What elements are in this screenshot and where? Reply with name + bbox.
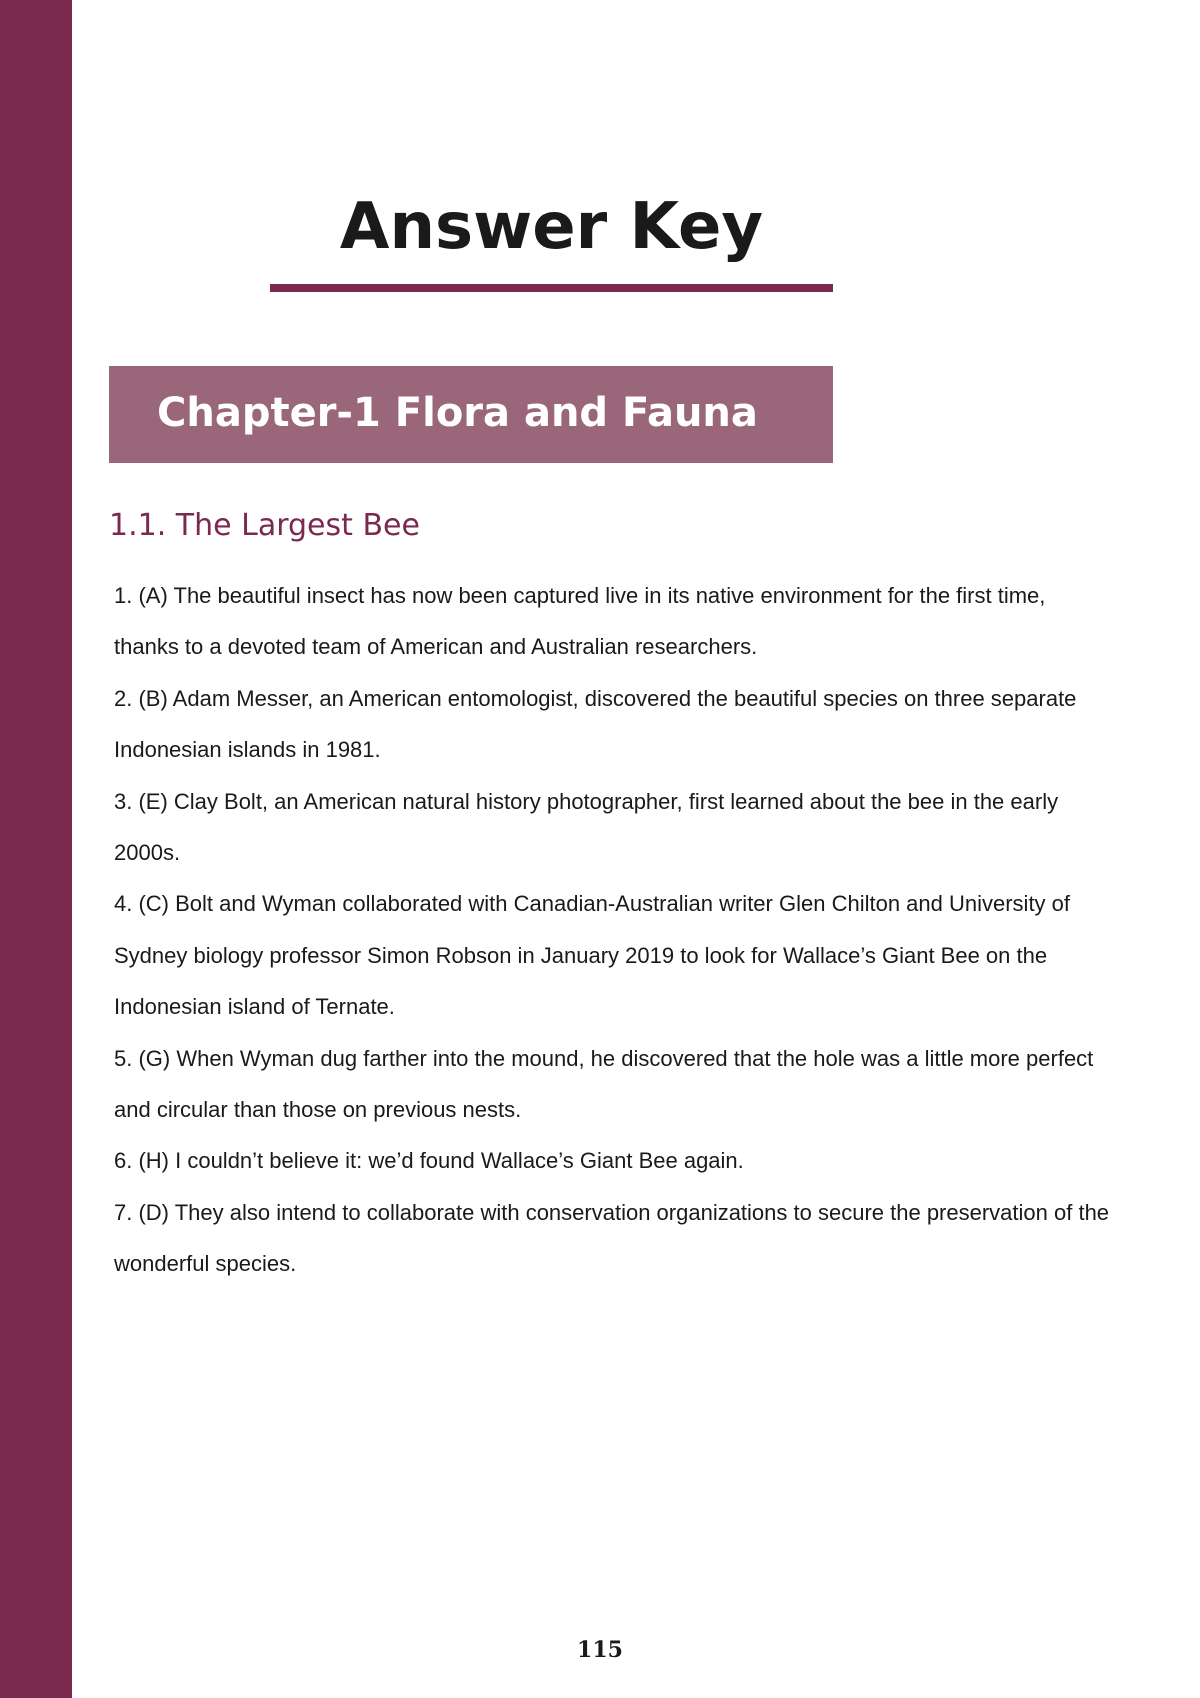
title-underline	[270, 284, 833, 292]
chapter-title: Chapter-1 Flora and Fauna	[157, 390, 758, 436]
answer-item: 5. (G) When Wyman dug farther into the mound, he discovered that the hole was a little more perfect and circular than those on previous nests.	[114, 1045, 1094, 1123]
answer-item: 6. (H) I couldn’t believe it: we’d found Wallace’s Giant Bee again.	[114, 1148, 744, 1174]
answer-item: 3. (E) Clay Bolt, an American natural history photographer, first learned about the bee in the early 2000s.	[114, 788, 1059, 866]
side-bar	[0, 0, 72, 1698]
answer-item: 4. (C) Bolt and Wyman collaborated with Canadian-Australian writer Glen Chilton and University of Sydney biology professor Simon Robson in January 2019 to look for Wallace’s Giant Bee on the Indonesian island of Ternate.	[114, 891, 1071, 1020]
page-number: 115	[577, 1637, 623, 1663]
page-title: Answer Key	[339, 190, 764, 264]
answer-list	[114, 570, 1114, 1290]
answer-item: 1. (A) The beautiful insect has now been captured live in its native environment for the first time, thanks to a devoted team of American and Australian researchers.	[114, 583, 1046, 660]
answer-item: 2. (B) Adam Messer, an American entomologist, discovered the beautiful species on three separate Indonesian islands in 1981.	[114, 685, 1077, 763]
answer-item: 7. (D) They also intend to collaborate with conservation organizations to secure the preservation of the wonderful species.	[114, 1199, 1110, 1277]
section-heading: 1.1. The Largest Bee	[109, 508, 420, 543]
chapter-banner	[109, 366, 833, 463]
